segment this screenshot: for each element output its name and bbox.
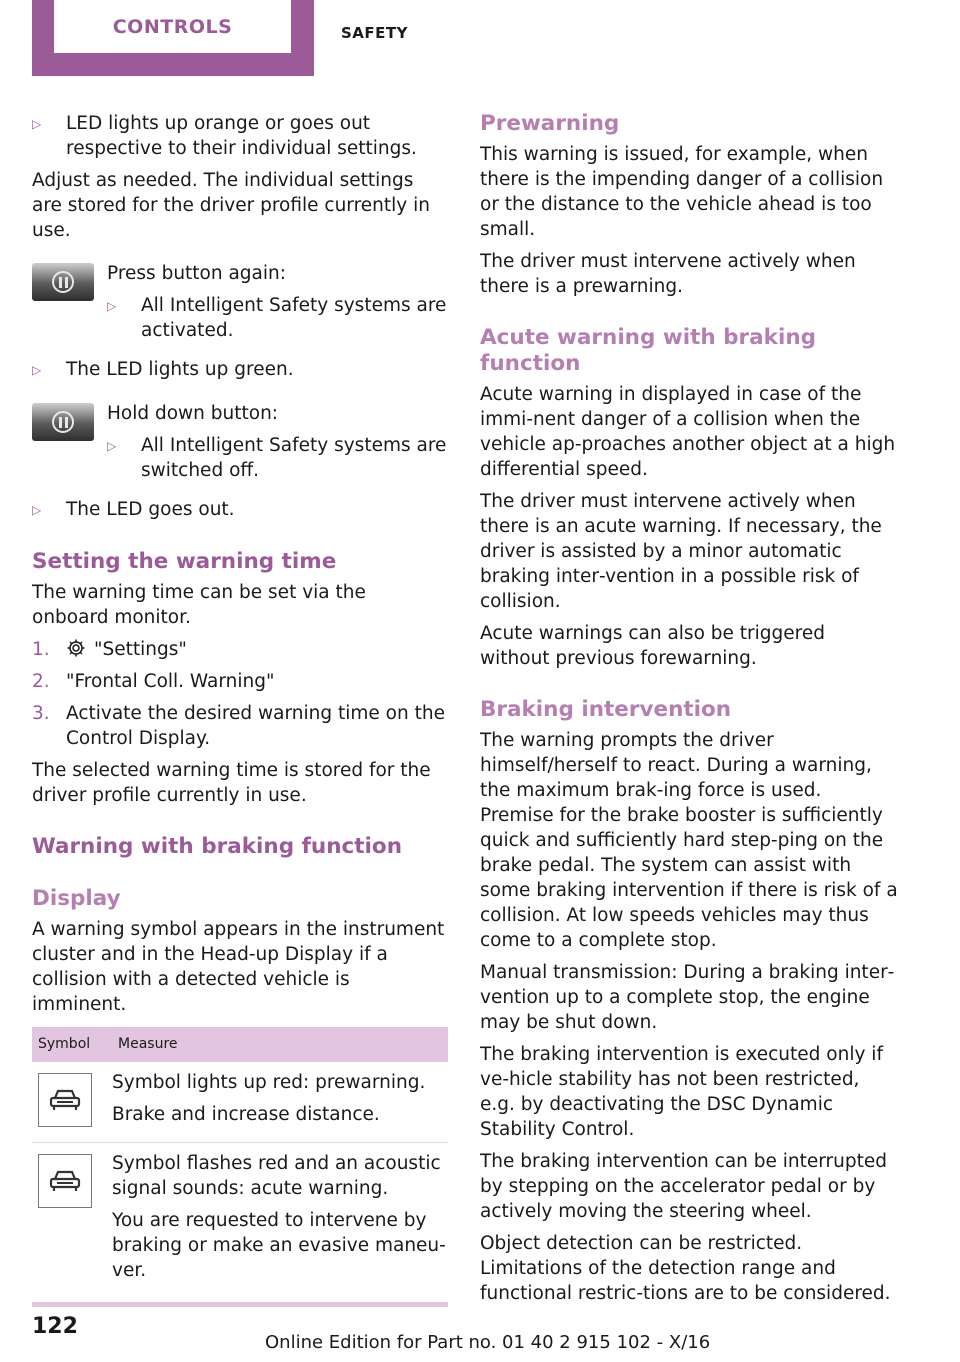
symbol-table (32, 1027, 448, 1298)
table-bottom-rule (32, 1302, 448, 1307)
safety-button-icon (32, 263, 94, 301)
edition-footer: Online Edition for Part no. 01 40 2 915 102 - X/16 (265, 1332, 711, 1353)
section-heading: Setting the warning time (32, 549, 337, 574)
paragraph: This warning is issued, for example, when there is the impending danger of a collision or the distance to the vehicle ahead is too small. (480, 144, 884, 240)
paragraph: Acute warnings can also be triggered without previous forewarning. (480, 623, 825, 669)
right-column (480, 111, 900, 1313)
section-label: SAFETY (341, 24, 408, 42)
subsection-heading: Braking intervention (480, 697, 732, 722)
bullet-item: ▷ All Intelligent Safety systems are activated. (107, 295, 447, 341)
paragraph: The driver must intervene actively when there is an acute warning. If necessary, the driver is assisted by a minor automatic braking inter‐vention in a possible risk of collision. (480, 491, 882, 612)
table-row: Symbol lights up red: prewarning. Brake and increase distance. (32, 1062, 448, 1143)
settings-gear-icon (66, 638, 86, 658)
step-item: 1. "Settings" (32, 639, 187, 660)
paragraph: Manual transmission: During a braking inter‐vention up to a complete stop, the engine may be shut down. (480, 962, 895, 1033)
paragraph: Adjust as needed. The individual settings are stored for the driver profile currently in use. (32, 170, 430, 241)
triangle-bullet-icon: ▷ (32, 117, 42, 131)
paragraph: The braking intervention is executed only if ve‐hicle stability has not been restricted, e.g. by deactivating the DSC Dynamic Stability Control. (480, 1044, 883, 1140)
instruction-label: Hold down button: (107, 403, 279, 424)
subsection-heading: Acute warning with braking function (480, 325, 817, 376)
triangle-bullet-icon: ▷ (107, 299, 117, 313)
press-button-instruction (32, 261, 448, 350)
subsection-heading: Prewarning (480, 111, 620, 136)
bullet-item: ▷ LED lights up orange or goes out respective to their individual settings. (32, 113, 417, 159)
triangle-bullet-icon: ▷ (32, 363, 42, 377)
triangle-bullet-icon: ▷ (107, 439, 117, 453)
paragraph: A warning symbol appears in the instrument cluster and in the Head-up Display if a collision with a detected vehicle is imminent. (32, 919, 445, 1015)
instruction-label: Press button again: (107, 263, 286, 284)
paragraph: Acute warning in displayed in case of the immi‐nent danger of a collision when the vehicle ap‐proaches another object at a high differential speed. (480, 384, 896, 480)
column-header-symbol: Symbol (32, 1027, 112, 1062)
paragraph: The warning time can be set via the onboard monitor. (32, 582, 366, 628)
paragraph: The warning prompts the driver himself/herself to react. During a warning, the maximum brak‐ing force is used. Premise for the brake booster is sufficiently quick and sufficiently hard step‐ping on the brake pedal. The system can assist with some braking intervention if there is risk of a collision. At low speeds vehicles may thus come to a complete stop. (480, 730, 898, 951)
paragraph: Object detection can be restricted. Limitations of the detection range and functional restric‐tions are to be considered. (480, 1233, 891, 1304)
page-number: 122 (32, 1314, 78, 1339)
subsection-heading: Display (32, 886, 121, 911)
safety-button-icon (32, 403, 94, 441)
table-row: Symbol flashes red and an acoustic signal sounds: acute warning. You are requested to intervene by braking or make an evasive maneu‐ver. (32, 1143, 448, 1299)
car-warning-icon (38, 1073, 92, 1127)
hold-button-instruction (32, 401, 448, 490)
step-item: 3. Activate the desired warning time on the Control Display. (32, 703, 445, 749)
bullet-item: ▷ All Intelligent Safety systems are switched off. (107, 435, 447, 481)
left-column (32, 111, 448, 1307)
paragraph: The driver must intervene actively when there is a prewarning. (480, 251, 856, 297)
column-header-measure: Measure (112, 1027, 448, 1062)
paragraph: The selected warning time is stored for the driver profile currently in use. (32, 760, 431, 806)
triangle-bullet-icon: ▷ (32, 503, 42, 517)
step-item: 2. "Frontal Coll. Warning" (32, 671, 275, 692)
chapter-tab (32, 0, 314, 76)
chapter-tab-label: CONTROLS (54, 0, 291, 53)
bullet-item: ▷ The LED goes out. (32, 497, 448, 523)
car-warning-icon (38, 1154, 92, 1208)
paragraph: The braking intervention can be interrupted by stepping on the accelerator pedal or by actively moving the steering wheel. (480, 1151, 888, 1222)
section-heading: Warning with braking function (32, 834, 403, 859)
bullet-item: ▷ The LED lights up green. (32, 357, 448, 383)
